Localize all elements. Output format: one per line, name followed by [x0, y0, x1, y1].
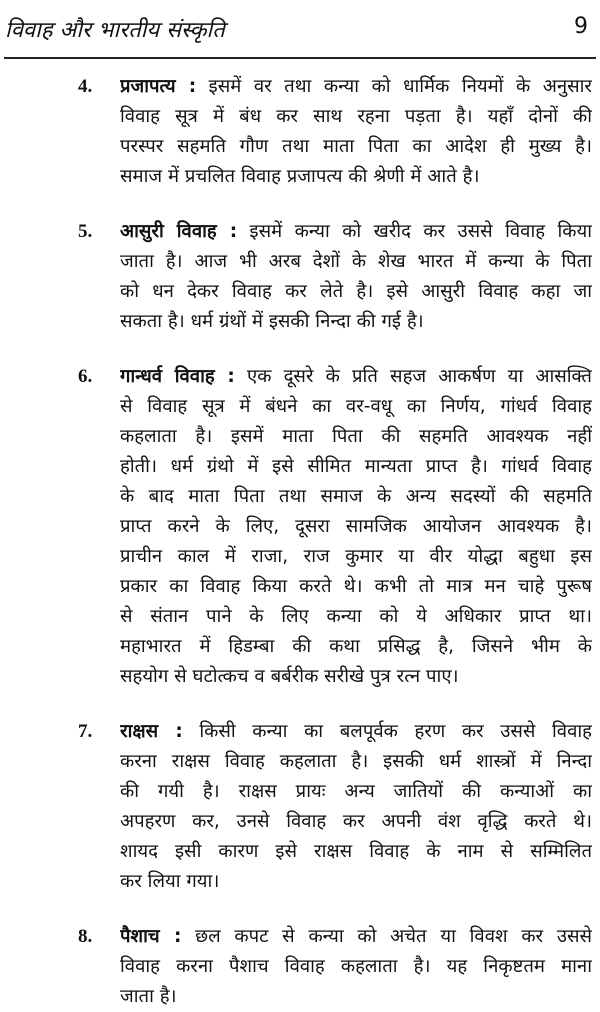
text-line: को धन देकर विवाह कर लेते है। इसे आसुरी विवाह कहा जा	[120, 281, 592, 302]
item-term: पैशाच :	[120, 926, 182, 947]
text-line: होती। धर्म ग्रंथो में इसे सीमित मान्यता प्राप्त है। गांधर्व विवाह	[120, 456, 592, 477]
line-text: छल कपट से कन्या को अचेत या विवश कर उससे	[181, 926, 592, 947]
item-term: राक्षस :	[120, 721, 183, 742]
text-line: शायद इसी कारण इसे राक्षस विवाह के नाम से सम्मिलित	[120, 841, 592, 862]
book-title: विवाह और भारतीय संस्कृति	[5, 18, 225, 43]
text-line: जाता है।	[120, 986, 177, 1007]
text-line	[120, 217, 592, 247]
line-text: किसी कन्या का बलपूर्वक हरण कर उससे विवाह	[182, 721, 592, 742]
text-line: जाता है। आज भी अरब देशों के शेख भारत में कन्या के पिता	[120, 251, 592, 272]
text-line	[120, 72, 592, 102]
line-text: इसमें कन्या को खरीद कर उससे विवाह किया	[237, 221, 592, 242]
line-text: एक दूसरे के प्रति सहज आकर्षण या आसक्ति	[234, 366, 592, 387]
text-line	[120, 922, 592, 952]
item-term: प्रजापत्य :	[120, 76, 197, 97]
text-line: विवाह सूत्र में बंध कर साथ रहना पड़ता है। यहाँ दोनों की	[120, 106, 592, 127]
item-text	[120, 72, 592, 192]
text-line: करना राक्षस विवाह कहलाता है। इसकी धर्म शास्त्रों में निन्दा	[120, 751, 592, 772]
text-line: कर लिया गया।	[120, 871, 220, 892]
text-line	[120, 362, 592, 392]
text-line: सहयोग से घटोत्कच व बर्बरीक सरीखे पुत्र रत्न पाए।	[120, 666, 459, 687]
item-number: 6.	[78, 366, 93, 387]
item-number: 5.	[78, 221, 93, 242]
text-line: प्राप्त करने के लिए, दूसरा सामजिक आयोजन आवश्यक है।	[120, 516, 592, 537]
item-text	[120, 362, 592, 692]
item-number: 7.	[78, 721, 93, 742]
text-line: से विवाह सूत्र में बंधने का वर-वधू का निर्णय, गांधर्व विवाह	[120, 396, 592, 417]
text-line: महाभारत में हिडम्बा की कथा प्रसिद्ध है, जिसने भीम के	[120, 636, 592, 657]
item-text	[120, 922, 592, 1012]
item-number: 8.	[78, 926, 93, 947]
item-text	[120, 217, 592, 337]
item-term: गान्धर्व विवाह :	[120, 366, 235, 387]
text-line: के बाद माता पिता तथा समाज के अन्य सदस्यों की सहमति	[120, 486, 592, 507]
page-number: 9	[574, 14, 588, 39]
text-line: से संतान पाने के लिए कन्या को ये अधिकार प्राप्त था।	[120, 606, 592, 627]
text-line: प्राचीन काल में राजा, राज कुमार या वीर योद्धा बहुधा इस	[120, 546, 592, 567]
text-line: सकता है। धर्म ग्रंथों में इसकी निन्दा की गई है।	[120, 311, 424, 332]
text-line	[120, 717, 592, 747]
header-rule	[4, 57, 596, 59]
text-line: की गयी है। राक्षस प्रायः अन्य जातियों की कन्याओं का	[120, 781, 592, 802]
text-line: विवाह करना पैशाच विवाह कहलाता है। यह निकृष्टतम माना	[120, 956, 592, 977]
text-line: समाज में प्रचलित विवाह प्रजापत्य की श्रेणी में आते है।	[120, 166, 480, 187]
text-line: अपहरण कर, उनसे विवाह कर अपनी वंश वृद्धि करते थे।	[120, 811, 592, 832]
text-line: कहलाता है। इसमें माता पिता की सहमति आवश्यक नहीं	[120, 426, 592, 447]
text-line: प्रकार का विवाह किया करते थे। कभी तो मात्र मन चाहे पुरूष	[120, 576, 592, 597]
item-term: आसुरी विवाह :	[120, 221, 238, 242]
item-text	[120, 717, 592, 897]
line-text: इसमें वर तथा कन्या को धार्मिक नियमों के अनुसार	[196, 76, 592, 97]
item-number: 4.	[78, 76, 93, 97]
text-line: परस्पर सहमति गौण तथा माता पिता का आदेश ही मुख्य है।	[120, 136, 592, 157]
